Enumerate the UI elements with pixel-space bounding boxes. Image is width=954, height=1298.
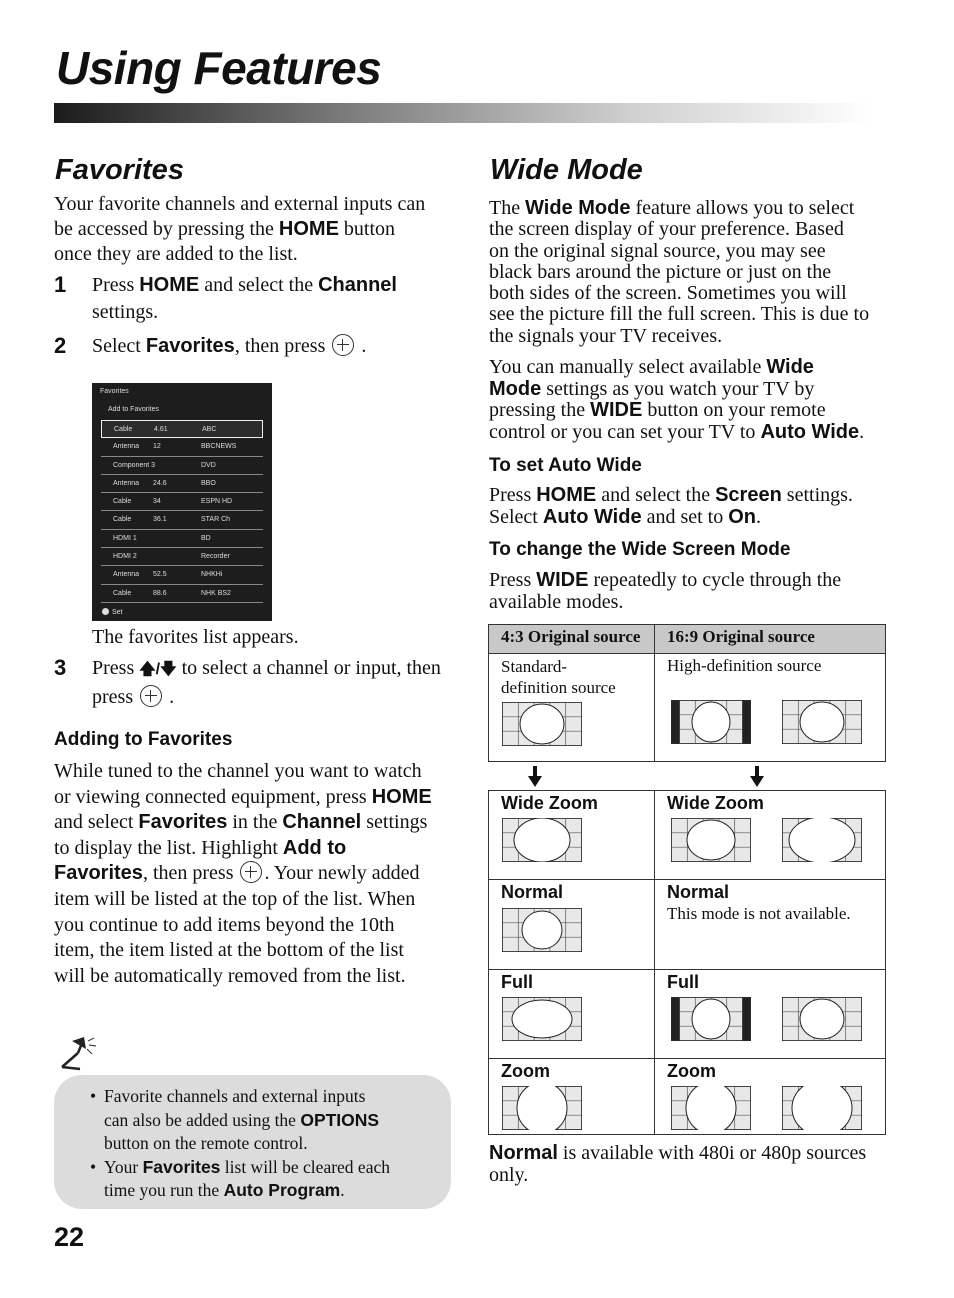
up-down-arrow-icon: 🡅/🡇 — [139, 661, 177, 678]
row-type: Antenna — [113, 443, 140, 451]
auto-wide-text: Press HOME and select the Screen settings. Select Auto Wide and set to On. — [489, 484, 853, 528]
step-3-text: Press 🡅/🡇 to select a channel or input, then press . — [92, 657, 441, 708]
col1-header: 4:3 Original source — [501, 627, 641, 646]
favorites-intro: Your favorite channels and external inputs can be accessed by pressing the HOME button once they are added to the list. — [54, 193, 426, 265]
row-name: BBO — [201, 479, 216, 487]
enter-button-icon — [240, 861, 262, 883]
row-num: 24.6 — [153, 479, 167, 487]
favorites-list-row[interactable] — [101, 548, 263, 566]
down-arrow-icon — [749, 766, 765, 788]
row-name: ESPN HD — [201, 498, 233, 506]
favorites-list-row[interactable] — [101, 457, 263, 475]
adding-to-favorites-body: While tuned to the channel you want to watch or viewing connected equipment, press HOME and select Favorites in the Channel settings to display the list. Highlight Add to Favorites, then press . Your newly added item will be listed at the top of the list. When you continue to add items beyond the 10th item, the item listed at the bottom of the list will be automatically removed from the list. — [54, 760, 432, 987]
row-num: 88.6 — [153, 589, 167, 597]
table-line — [488, 879, 886, 880]
mode-label-left: Normal — [501, 882, 564, 902]
mode-label-right: Full — [667, 972, 699, 992]
col2-source-label: High-definition source — [667, 656, 822, 675]
row-type: Cable — [113, 516, 132, 524]
mode-label-left: Wide Zoom — [501, 793, 598, 813]
screen-mode-illustration — [671, 997, 751, 1041]
table-line — [488, 969, 886, 970]
row-name: NHK BS2 — [201, 589, 231, 597]
row-name: ABC — [202, 426, 217, 433]
favorites-list-row[interactable] — [101, 511, 263, 529]
auto-wide-heading: To set Auto Wide — [489, 455, 642, 476]
screen-mode-illustration — [782, 700, 862, 744]
favorites-list-row[interactable] — [101, 493, 263, 511]
table-line — [488, 1058, 886, 1059]
enter-button-icon — [140, 685, 162, 707]
table-line — [488, 624, 886, 625]
row-num: 34 — [153, 498, 161, 506]
row-num: 12 — [153, 443, 161, 451]
adding-to-favorites-heading: Adding to Favorites — [54, 729, 233, 750]
change-wide-mode-heading: To change the Wide Screen Mode — [489, 539, 791, 560]
col1-source-label: Standard- definition source — [501, 657, 616, 697]
wide-mode-manual: You can manually select available Wide Mode settings as you watch your TV by pressing the WIDE button on your remote control or you can set your TV to Auto Wide. — [489, 356, 865, 443]
page-title: Using Features — [56, 42, 382, 94]
table-line — [488, 624, 489, 762]
step-2-text: Select Favorites, then press . — [92, 335, 367, 357]
wide-mode-intro: The Wide Mode feature allows you to select the screen display of your preference. Based on the original signal source, you may see black bars around the picture or just on the both sides of the screen. Sometimes you will see the picture fill the full screen. This is due to the signals your TV receives. — [489, 197, 870, 347]
favorites-list-row[interactable] — [101, 566, 263, 584]
step-1-number: 1 — [54, 272, 67, 297]
favorites-list-row[interactable] — [101, 475, 263, 493]
row-type: HDMI 2 — [113, 553, 137, 561]
row-num: 4.61 — [154, 426, 168, 433]
down-arrow-icon — [527, 766, 543, 788]
table-line — [488, 761, 886, 762]
screen-mode-illustration — [502, 818, 582, 862]
wide-mode-heading: Wide Mode — [490, 154, 643, 186]
mode-label-right: Zoom — [667, 1061, 716, 1081]
screen-mode-illustration — [782, 997, 862, 1041]
favorites-list — [101, 420, 263, 603]
table-line — [654, 790, 655, 1135]
table-line — [488, 653, 886, 654]
table-line — [488, 790, 886, 791]
table-line — [488, 1134, 886, 1135]
mode-note: This mode is not available. — [667, 904, 851, 923]
row-type: Cable — [114, 426, 133, 433]
row-num: 52.5 — [153, 571, 167, 579]
enter-button-icon — [332, 334, 354, 356]
row-name: STAR Ch — [201, 516, 231, 524]
favorites-heading: Favorites — [55, 154, 184, 186]
screen-header: Favorites — [100, 388, 129, 395]
table-line — [885, 790, 886, 1135]
mode-label-right: Wide Zoom — [667, 793, 764, 813]
mode-label-left: Zoom — [501, 1061, 550, 1081]
row-type: Cable — [113, 498, 132, 506]
screen-mode-illustration — [782, 818, 862, 862]
screen-mode-illustration — [502, 702, 582, 746]
tip-item: • Favorite channels and external inputs can also be added using the OPTIONS button on the remote control. — [90, 1085, 430, 1156]
screen-mode-illustration — [502, 997, 582, 1041]
change-wide-mode-text: Press WIDE repeatedly to cycle through the available modes. — [489, 569, 842, 613]
row-name: BBCNEWS — [201, 443, 237, 451]
page-number: 22 — [54, 1222, 85, 1252]
row-type: Antenna — [113, 479, 140, 487]
favorites-list-row[interactable] — [101, 530, 263, 548]
row-name: NHKHi — [201, 571, 223, 579]
title-gradient-bar — [54, 103, 874, 123]
wide-mode-footnote: Normal is available with 480i or 480p sources only. — [489, 1142, 867, 1186]
mode-label-right: Normal — [667, 882, 730, 902]
row-type: Cable — [113, 589, 132, 597]
favorites-screen-image — [92, 383, 272, 621]
table-line — [488, 790, 489, 1135]
row-name: DVD — [201, 461, 216, 469]
step-2-number: 2 — [54, 333, 67, 358]
row-name: BD — [201, 534, 211, 542]
row-type: Component 3 — [113, 461, 156, 469]
col2-header: 16:9 Original source — [667, 627, 815, 646]
tip-lamp-icon — [58, 1033, 98, 1073]
add-to-favorites-label: Add to Favorites — [108, 406, 159, 413]
table-line — [654, 624, 655, 762]
screen-mode-illustration — [502, 908, 582, 952]
row-num: 36.1 — [153, 516, 167, 524]
row-type: Antenna — [113, 571, 140, 579]
step-1-text: Press HOME and select the Channel settings. — [92, 274, 397, 323]
table-line — [885, 624, 886, 762]
favorites-appears-text: The favorites list appears. — [92, 626, 299, 648]
screen-mode-illustration — [502, 1086, 582, 1130]
step-3-number: 3 — [54, 655, 67, 680]
row-type: HDMI 1 — [113, 534, 137, 542]
enter-dot-icon — [102, 608, 109, 615]
screen-mode-illustration — [671, 700, 751, 744]
tip-item: • Your Favorites list will be cleared each time you run the Auto Program. — [90, 1156, 430, 1203]
set-hint: Set — [102, 608, 123, 616]
screen-mode-illustration — [782, 1086, 862, 1130]
favorites-list-row[interactable] — [101, 438, 263, 456]
favorites-list-row[interactable] — [101, 420, 263, 438]
mode-label-left: Full — [501, 972, 533, 992]
row-name: Recorder — [201, 553, 230, 561]
screen-mode-illustration — [671, 1086, 751, 1130]
screen-mode-illustration — [671, 818, 751, 862]
tip-box — [54, 1075, 451, 1209]
favorites-list-row[interactable] — [101, 585, 263, 603]
